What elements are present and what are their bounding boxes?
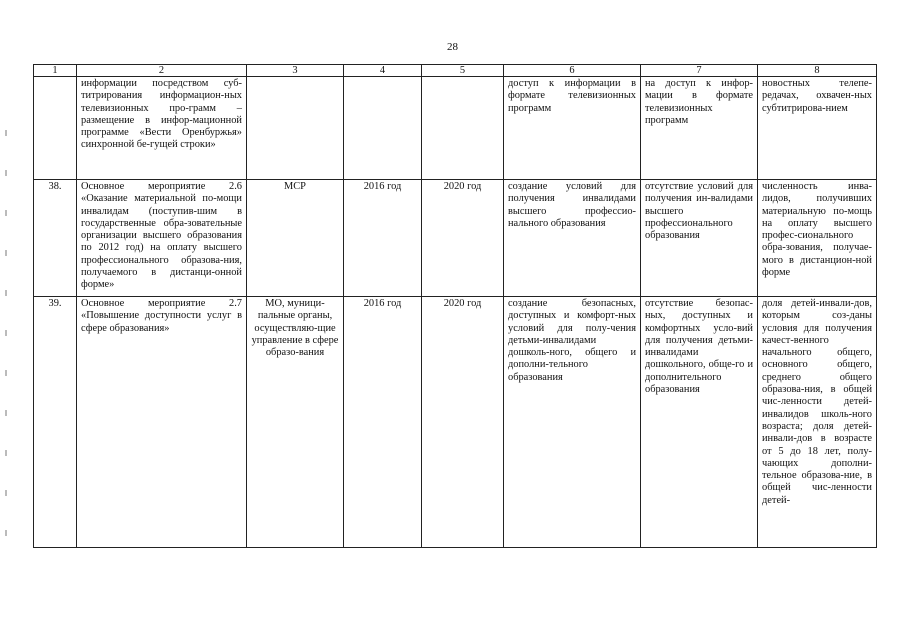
- start-date: 2016 год: [344, 180, 422, 297]
- column-number-row: [34, 65, 877, 77]
- non-implementation-consequences: отсутствие безопас-ных, доступных и комфортных усло-вий для получения детьми-инвалидами дошкольного, обще-го и дополнительного образования: [641, 297, 758, 548]
- indicators: доля детей-инвали-дов, которым соз-даны условия для получения качест-венного начального общего, основного общего, среднего общего образова-ния, в общей чис-ленности детей-инвалидов школь-ного возраста; доля детей-инвали-дов в возрасте от 5 до 18 лет, полу-чающих дополни-тельное образова-ние, в общей чис-ленности детей-: [758, 297, 877, 548]
- column-number: 6: [504, 65, 641, 77]
- table-row: [34, 77, 877, 180]
- table-row: [34, 180, 877, 297]
- column-number: 3: [247, 65, 344, 77]
- column-number: 2: [77, 65, 247, 77]
- start-date: [344, 77, 422, 180]
- measures-table: [33, 64, 877, 548]
- table-row: [34, 297, 877, 548]
- non-implementation-consequences: на доступ к инфор-мации в формате телевизионных программ: [641, 77, 758, 180]
- expected-result: доступ к информации в формате телевизионных программ: [504, 77, 641, 180]
- binding-marks: [5, 130, 7, 550]
- measure-name: Основное мероприятие 2.7 «Повышение доступности услуг в сфере образования»: [77, 297, 247, 548]
- column-number: 5: [422, 65, 504, 77]
- non-implementation-consequences: отсутствие условий для получения ин-валидами высшего профессионального образования: [641, 180, 758, 297]
- end-date: [422, 77, 504, 180]
- expected-result: создание безопасных, доступных и комфорт-ных условий для полу-чения детьми-инвалидами дошколь-ного, общего и дополни-тельного образования: [504, 297, 641, 548]
- column-number: 7: [641, 65, 758, 77]
- column-number: 4: [344, 65, 422, 77]
- page-number: 28: [447, 41, 458, 53]
- executor: МО, муници-пальные органы, осуществляю-щие управление в сфере образо-вания: [247, 297, 344, 548]
- measure-name: информации посредством суб-титрирования информацион-ных телевизионных про-грамм – размещение в инфор-мационной программе «Вести Оренбуржья» синхронной бе-гущей строки»: [77, 77, 247, 180]
- start-date: 2016 год: [344, 297, 422, 548]
- row-number: 39.: [34, 297, 77, 548]
- expected-result: создание условий для получения инвалидами высшего профессио-нального образования: [504, 180, 641, 297]
- end-date: 2020 год: [422, 180, 504, 297]
- measure-name: Основное мероприятие 2.6 «Оказание материальной по-мощи инвалидам (поступив-шим в государственные обра-зовательные организации высшего образования по 2012 год) на оплату высшего профессионального образова-ния, получаемого в дистанци-онной форме»: [77, 180, 247, 297]
- column-number: 1: [34, 65, 77, 77]
- executor: МСР: [247, 180, 344, 297]
- row-number: 38.: [34, 180, 77, 297]
- indicators: численность инва-лидов, получивших материальную по-мощь на оплату высшего профес-сионального обра-зования, получае-мого в дистанцион-ной форме: [758, 180, 877, 297]
- indicators: новостных телепе-редачах, охвачен-ных субтитрирова-нием: [758, 77, 877, 180]
- column-number: 8: [758, 65, 877, 77]
- executor: [247, 77, 344, 180]
- end-date: 2020 год: [422, 297, 504, 548]
- row-number: [34, 77, 77, 180]
